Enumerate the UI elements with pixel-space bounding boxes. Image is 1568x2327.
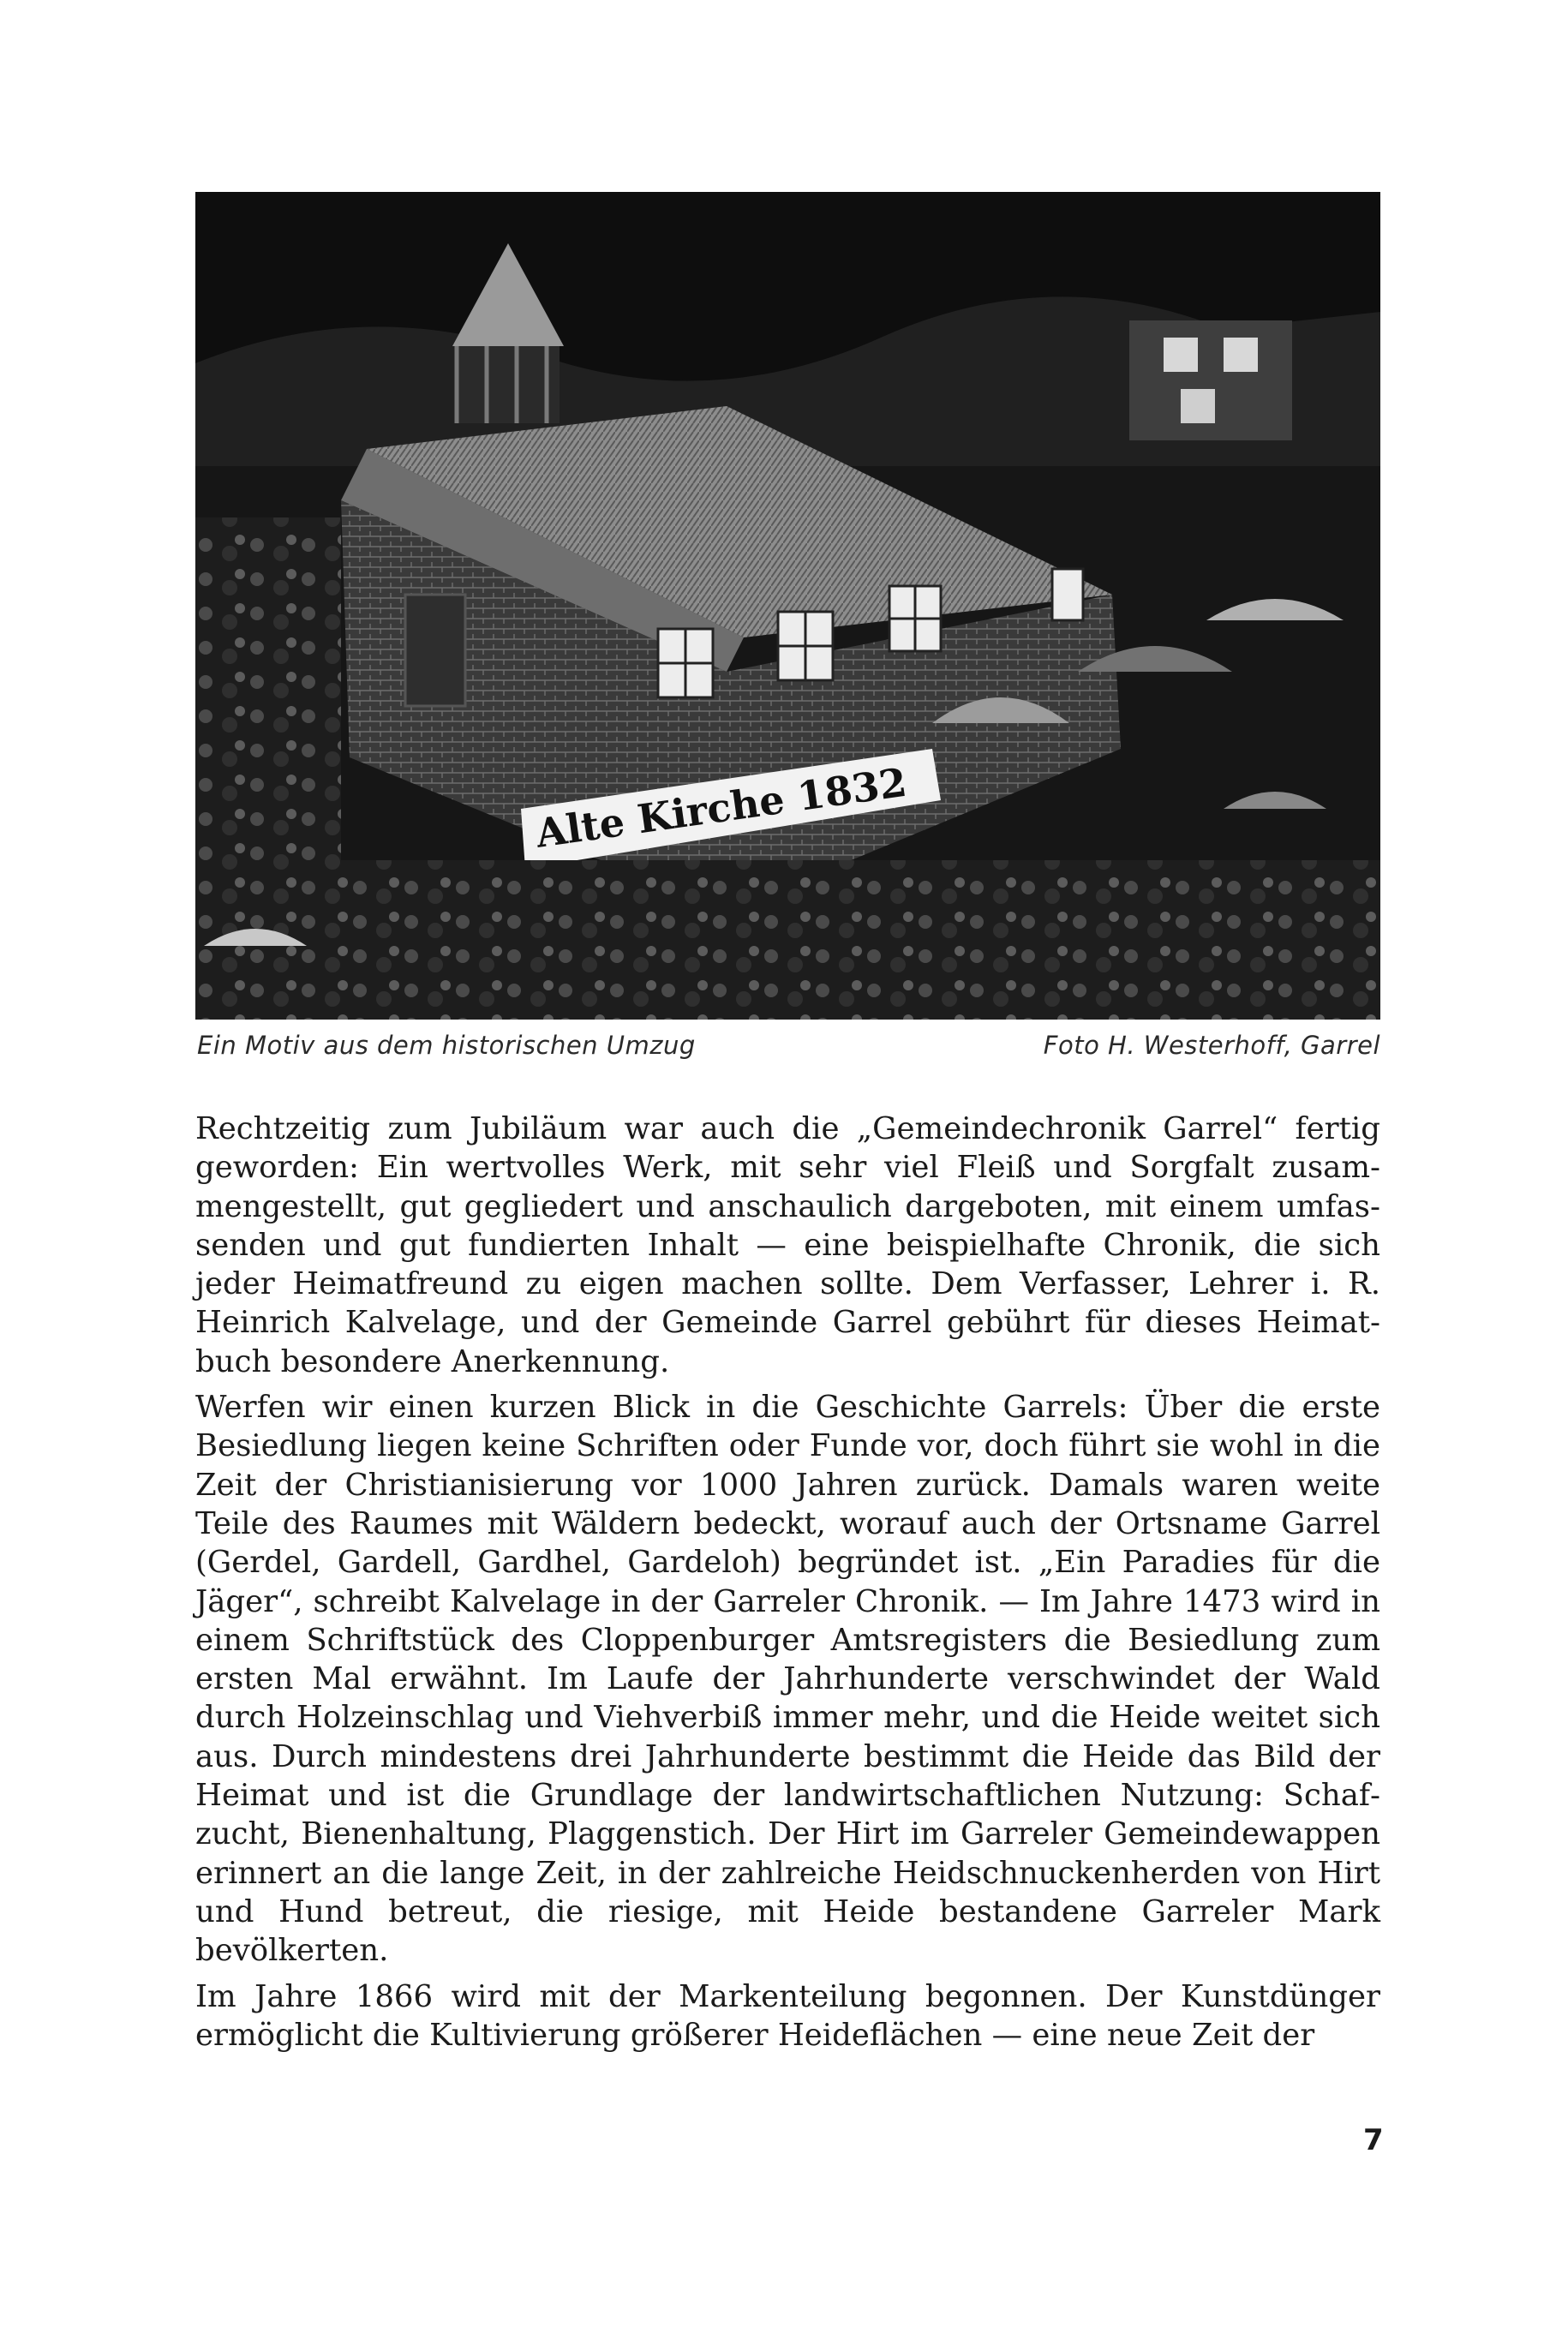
church-sign: Alte Kirche 1832	[533, 758, 910, 857]
paragraph: Werfen wir einen kurzen Blick in die Geschichte Garrels: Über die erste Besiedlung liegen keine Schriften oder Funde vor, doch führt sie wohl in die Zeit der Christianisierung vor 1000 Jahren zurück. Damals waren weite Teile des Raumes mit Wäldern bedeckt, worauf auch der Ortsname Garrel (Gerdel, Gardell, Gardhel, Gardeloh) begründet ist. „Ein Paradies für die Jäger“, schreibt Kalvelage in der Garreler Chronik. — Im Jahre 1473 wird in einem Schriftstück des Cloppenburger Amtsregisters die Besiedlung zum ersten Mal erwähnt. Im Laufe der Jahrhunderte verschwindet der Wald durch Holzeinschlag und Viehverbiß immer mehr, und die Heide weitet sich aus. Durch mindestens drei Jahrhunderte bestimmt die Heide das Bild der Heimat und ist die Grundlage der landwirtschaftlichen Nutzung: Schafzucht, Bienenhaltung, Plaggenstich. Der Hirt im Garreler Gemeindewappen erinnert an die lange Zeit, in der zahlreiche Heidschnuckenherden von Hirt und Hund betreut, die riesige, mit Heide bestandene Garreler Mark bevölkerten.	[195, 1390, 1380, 1969]
paragraph: Rechtzeitig zum Jubiläum war auch die „Gemeindechronik Garrel“ fertig geworden: Ein wertvolles Werk, mit sehr viel Fleiß und Sorgfalt zusammengestellt, gut gegliedert und anschaulich dargeboten, mit einem umfassenden und gut fundierten Inhalt — eine beispielhafte Chronik, die sich jeder Heimatfreund zu eigen machen sollte. Dem Verfasser, Lehrer i. R. Heinrich Kalvelage, und der Gemeinde Garrel gebührt für dieses Heimatbuch besondere Anerkennung.	[195, 1111, 1380, 1379]
photo-credit: Foto H. Westerhoff, Garrel	[1043, 1031, 1380, 1060]
parade-photo	[195, 192, 1380, 1020]
paragraph: Im Jahre 1866 wird mit der Markenteilung begonnen. Der Kunstdünger ermöglicht die Kultivierung größerer Heideflächen — eine neue Zeit der	[195, 1978, 1380, 2053]
article-body	[195, 1110, 1380, 2061]
page-number: 7	[1363, 2123, 1384, 2157]
photo-caption: Ein Motiv aus dem historischen Umzug	[197, 1031, 696, 1060]
